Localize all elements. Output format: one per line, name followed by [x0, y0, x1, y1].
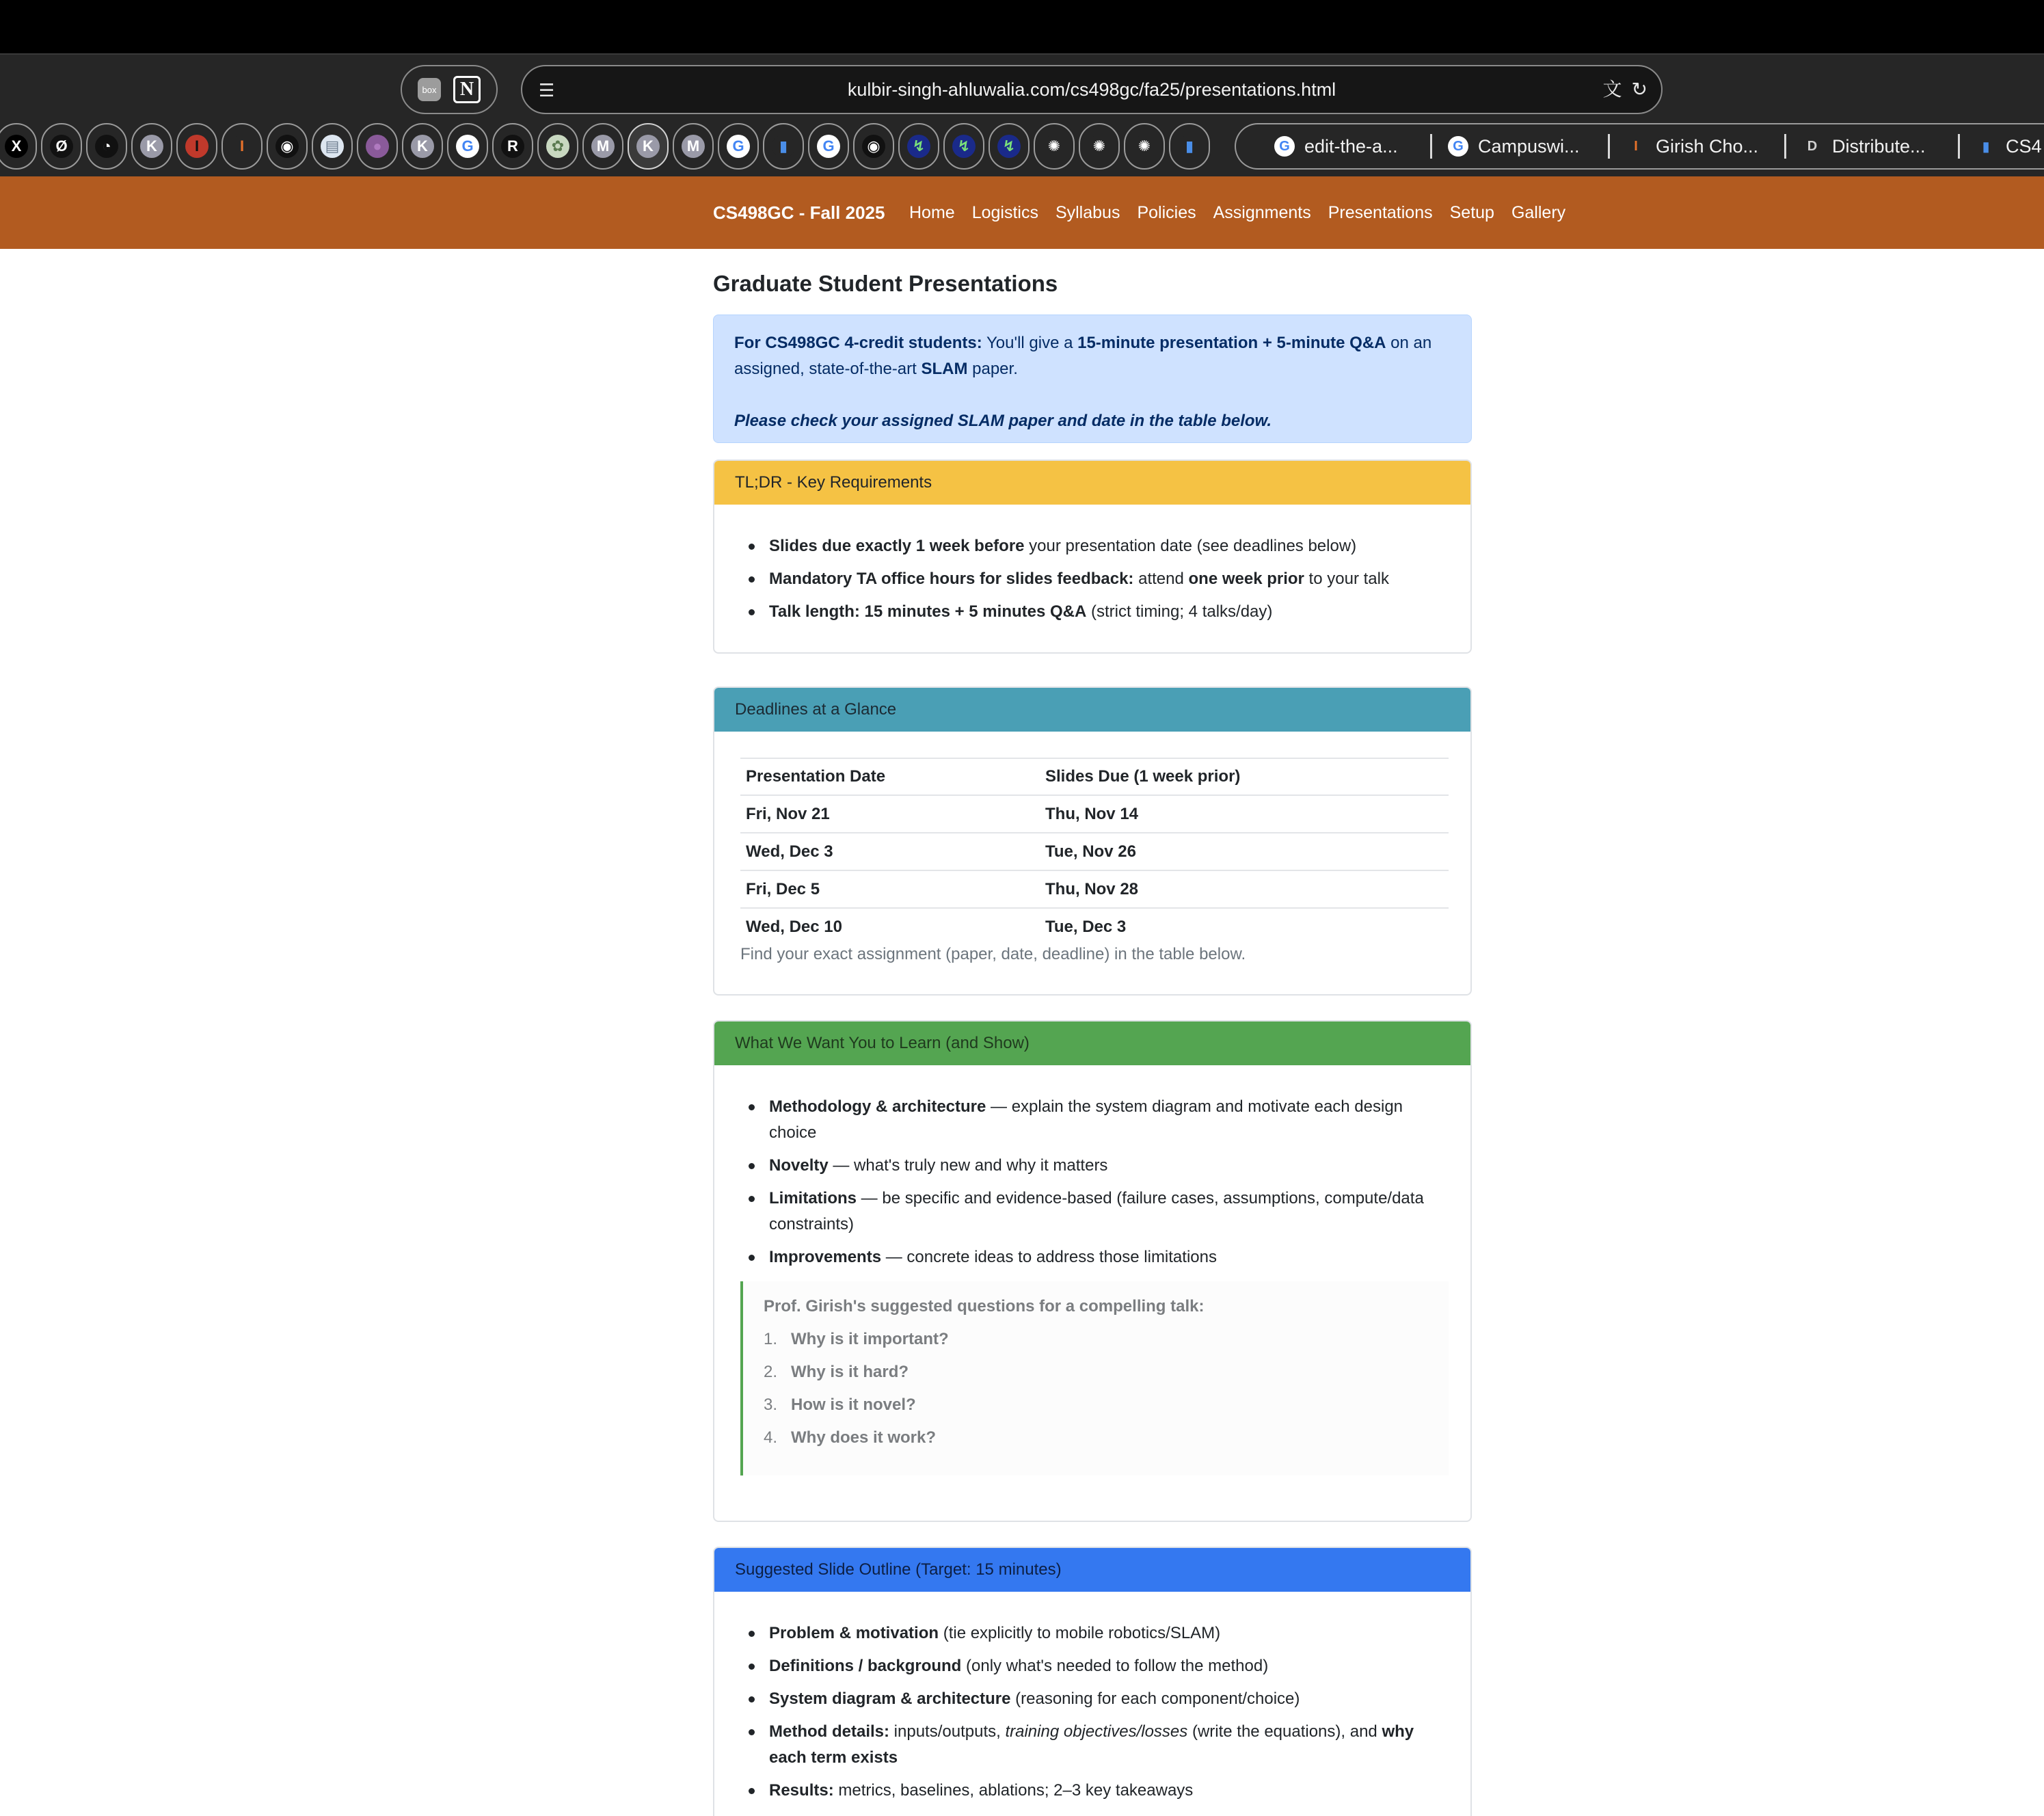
- document-icon: ▤: [321, 135, 344, 158]
- list-item: Limitations — be specific and evidence-based (failure cases, assumptions, compute/data constraints): [740, 1186, 1444, 1238]
- openai-icon: ✺: [1043, 135, 1066, 158]
- nav-link-setup[interactable]: Setup: [1449, 202, 1494, 222]
- pinned-tab[interactable]: [1079, 123, 1120, 170]
- pinned-tab[interactable]: [357, 123, 398, 170]
- google-icon: G: [456, 135, 479, 158]
- google-icon: G: [727, 135, 750, 158]
- openai-icon: ✺: [1088, 135, 1111, 158]
- tab-separator: [1608, 134, 1610, 159]
- k-icon: K: [140, 135, 163, 158]
- pinned-tab[interactable]: [628, 123, 669, 170]
- nav-link-gallery[interactable]: Gallery: [1511, 202, 1566, 222]
- bar-chart-icon: ▮: [1178, 135, 1201, 158]
- slash-icon: Ø: [50, 135, 73, 158]
- list-item: Slides due exactly 1 week before your presentation date (see deadlines below): [740, 533, 1444, 559]
- notion-icon[interactable]: N: [453, 76, 481, 103]
- list-item: Problem & motivation (tie explicitly to mobile robotics/SLAM): [740, 1620, 1444, 1646]
- list-item: Method details: inputs/outputs, training objectives/losses (write the equations), and why each term exists: [740, 1719, 1444, 1771]
- pinned-tab[interactable]: [808, 123, 849, 170]
- reload-icon[interactable]: ↻: [1631, 79, 1648, 100]
- deadlines-note: Find your exact assignment (paper, date, deadline) in the table below.: [740, 945, 1246, 963]
- pinned-tab[interactable]: [492, 123, 533, 170]
- pinned-tab[interactable]: [1124, 123, 1165, 170]
- tab-separator: [1784, 134, 1786, 159]
- pinned-tab[interactable]: [447, 123, 488, 170]
- seal-icon: ✿: [546, 135, 569, 158]
- tab-title: Girish Cho...: [1656, 135, 1759, 157]
- bar-chart-icon: ▮: [1982, 139, 1990, 155]
- pinned-tab[interactable]: [1169, 123, 1210, 170]
- browser-tab[interactable]: [1626, 123, 1758, 170]
- pinned-tab[interactable]: [221, 123, 263, 170]
- pinned-tab[interactable]: [86, 123, 127, 170]
- tab-title: CS4: [2006, 135, 2042, 157]
- nav-link-home[interactable]: Home: [909, 202, 955, 222]
- pinned-tab[interactable]: [0, 123, 37, 170]
- illinois-icon: I: [1634, 138, 1638, 154]
- alert-note: Please check your assigned SLAM paper and date in the table below.: [734, 412, 1272, 430]
- alert-text-1: You'll give a: [982, 334, 1078, 352]
- google-icon: G: [817, 135, 840, 158]
- tab-title: edit-the-a...: [1304, 135, 1398, 157]
- tldr-card: [713, 459, 1472, 654]
- bar-chart-icon: ▮: [772, 135, 795, 158]
- m-icon: M: [682, 135, 705, 158]
- table-row: Wed, Dec 3 Tue, Nov 26: [740, 833, 1449, 870]
- table-row: Fri, Nov 21 Thu, Nov 14: [740, 795, 1449, 833]
- deadlines-table: [740, 758, 1449, 946]
- learn-card: [713, 1020, 1472, 1522]
- graph-icon: ↯: [952, 135, 976, 158]
- pinned-tabs-group[interactable]: [401, 65, 498, 114]
- table-row: Wed, Dec 10 Tue, Dec 3: [740, 908, 1449, 946]
- m-icon: M: [591, 135, 615, 158]
- purple-circle-icon: ●: [366, 135, 389, 158]
- column-header: Slides Due (1 week prior): [1040, 758, 1449, 795]
- list-item: Definitions / background (only what's needed to follow the method): [740, 1653, 1444, 1679]
- outline-header: Suggested Slide Outline (Target: 15 minutes): [714, 1548, 1470, 1592]
- browser-tab[interactable]: [1802, 123, 1926, 170]
- tldr-header: TL;DR - Key Requirements: [714, 461, 1470, 505]
- nav-link-logistics[interactable]: Logistics: [971, 202, 1038, 222]
- pinned-tab[interactable]: [673, 123, 714, 170]
- browser-tab[interactable]: [1976, 123, 2042, 170]
- alert-bold-1: For CS498GC 4-credit students:: [734, 334, 982, 352]
- list-item: System diagram & architecture (reasoning for each component/choice): [740, 1686, 1444, 1712]
- list-item: Methodology & architecture — explain the system diagram and motivate each design choice: [740, 1094, 1444, 1146]
- pinned-tab[interactable]: [582, 123, 623, 170]
- pinned-tab[interactable]: [267, 123, 308, 170]
- pinned-tab[interactable]: [1034, 123, 1075, 170]
- deadlines-card: [713, 686, 1472, 996]
- nav-link-policies[interactable]: Policies: [1137, 202, 1196, 222]
- quote-title: Prof. Girish's suggested questions for a compelling talk:: [764, 1297, 1205, 1316]
- address-bar[interactable]: [521, 65, 1663, 114]
- r-icon: R: [501, 135, 524, 158]
- nav-link-assignments[interactable]: Assignments: [1213, 202, 1311, 222]
- d-icon: D: [1807, 138, 1818, 154]
- tab-separator: [1958, 134, 1960, 159]
- browser-tab[interactable]: [1274, 123, 1398, 170]
- nav-link-syllabus[interactable]: Syllabus: [1055, 202, 1120, 222]
- pinned-tab[interactable]: [763, 123, 804, 170]
- table-header-row: [740, 758, 1449, 795]
- question-item: 4. Why does it work?: [764, 1428, 937, 1447]
- site-brand[interactable]: CS498GC - Fall 2025: [713, 202, 885, 223]
- pinned-tab[interactable]: [853, 123, 894, 170]
- pinned-tab[interactable]: [718, 123, 759, 170]
- graph-icon: ↯: [907, 135, 930, 158]
- list-item: Talk length: 15 minutes + 5 minutes Q&A (strict timing; 4 talks/day): [740, 599, 1444, 625]
- github-dot-icon: ◔: [95, 135, 118, 158]
- nav-link-presentations[interactable]: Presentations: [1328, 202, 1433, 222]
- tab-title: Distribute...: [1832, 135, 1926, 157]
- deadlines-header: Deadlines at a Glance: [714, 688, 1470, 732]
- nav-links: [909, 176, 1565, 249]
- github-icon: ◉: [275, 135, 299, 158]
- alert-bold-3: SLAM: [921, 360, 968, 378]
- column-header: Presentation Date: [740, 758, 1040, 795]
- illinois-icon: I: [230, 135, 254, 158]
- pinned-tab[interactable]: [537, 123, 578, 170]
- macos-menubar: [0, 0, 2044, 53]
- alert-text-2: on an assigned, state-of-the-art: [734, 334, 1432, 378]
- alert-text-3: paper.: [967, 360, 1018, 378]
- list-item: Improvements — concrete ideas to address those limitations: [740, 1244, 1444, 1270]
- pinned-tab[interactable]: [312, 123, 353, 170]
- outline-card: [713, 1547, 1472, 1816]
- question-item: 3. How is it novel?: [764, 1396, 916, 1414]
- table-row: Fri, Dec 5 Thu, Nov 28: [740, 870, 1449, 908]
- k-icon: K: [411, 135, 434, 158]
- openai-icon: ✺: [1133, 135, 1156, 158]
- x-icon: X: [5, 135, 28, 158]
- list-item: Results: metrics, baselines, ablations; 2–3 key takeaways: [740, 1778, 1444, 1804]
- suggested-questions-quote: [740, 1281, 1449, 1476]
- pinned-tab[interactable]: [41, 123, 82, 170]
- question-item: 2. Why is it hard?: [764, 1363, 909, 1381]
- site-navbar: [0, 176, 2044, 249]
- graph-icon: ↯: [997, 135, 1021, 158]
- box-icon[interactable]: box: [418, 78, 441, 101]
- pinned-tab[interactable]: [898, 123, 939, 170]
- list-item: Mandatory TA office hours for slides feedback: attend one week prior to your talk: [740, 566, 1444, 592]
- pinned-tab[interactable]: [989, 123, 1030, 170]
- github-icon: ◉: [862, 135, 885, 158]
- illinois-dark-icon: I: [185, 135, 209, 158]
- alert-bold-2: 15-minute presentation + 5-minute Q&A: [1077, 334, 1386, 352]
- pinned-tab[interactable]: [176, 123, 217, 170]
- pinned-tab[interactable]: [943, 123, 984, 170]
- page-settings-icon[interactable]: ☰: [539, 80, 555, 101]
- google-icon: G: [1448, 136, 1468, 157]
- translate-icon[interactable]: 文: [1602, 79, 1622, 100]
- pinned-tab[interactable]: [131, 123, 172, 170]
- url-text[interactable]: kulbir-singh-ahluwalia.com/cs498gc/fa25/presentations.html: [847, 79, 1336, 100]
- page-title: Graduate Student Presentations: [713, 271, 1058, 296]
- pinned-tab[interactable]: [402, 123, 443, 170]
- learn-header: What We Want You to Learn (and Show): [714, 1021, 1470, 1065]
- browser-tab[interactable]: [1448, 123, 1580, 170]
- info-alert: [713, 315, 1472, 443]
- tab-title: Campuswi...: [1478, 135, 1580, 157]
- k-icon: K: [636, 135, 660, 158]
- list-item: Novelty — what's truly new and why it matters: [740, 1153, 1444, 1179]
- tab-separator: [1430, 134, 1432, 159]
- question-item: 1. Why is it important?: [764, 1330, 949, 1348]
- google-icon: G: [1274, 136, 1295, 157]
